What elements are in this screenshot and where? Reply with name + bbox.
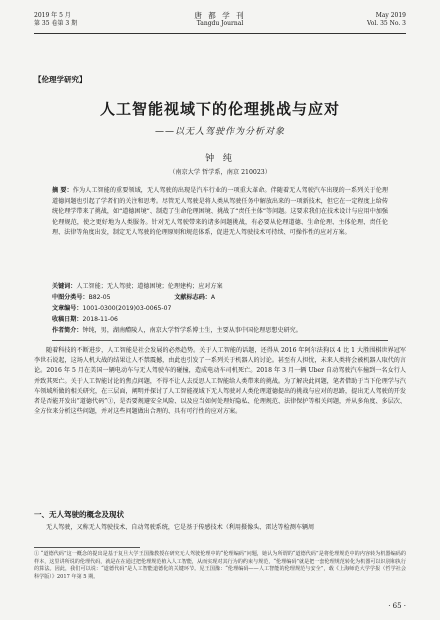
issue-date: 2019 年 5 月 xyxy=(34,12,71,19)
meta-rule xyxy=(52,340,388,341)
article-number-line xyxy=(52,304,388,314)
journal-name-en: Tangdu Journal xyxy=(196,20,244,27)
keywords xyxy=(52,282,388,292)
article-title: 人工智能视域下的伦理挑战与应对 xyxy=(99,100,340,118)
keywords-text: 人工智能；无人驾驶；道德困境；伦理建构；应对方案 xyxy=(76,283,223,290)
header-rule xyxy=(34,33,406,34)
author-name: 钟 纯 xyxy=(205,154,235,164)
clc-label: 中图分类号： xyxy=(52,294,89,301)
received-label: 收稿日期： xyxy=(52,316,83,323)
abstract-text: 作为人工智能的重要领域，无人驾驶的出现是汽车行业的一项重大革命。伴随着无人驾驶汽车出现的一系列关于伦理道德问题也引起了学者们的关注和思考。尽管无人驾驶是将人类从驾驶任务中解放出来的一项新技术，但它在一定程度上给传统伦理学带来了挑战，如“道德困境”、制造了生命伦理困境、挑战了“责任主体”等问题。这要求我们在技术设计与应用中加强伦理规范，使之更好地为人类服务。针对无人驾驶带来的诸多问题挑战，有必要从伦理道德、生命伦理、主体伦理、责任伦理、法律等角度出发，制定无人驾驶的伦理原则和规范体系，促进无人驾驶技术可持续、可操作性的应对方案。 xyxy=(52,187,389,237)
issue-date-en: May 2019 xyxy=(375,12,406,19)
header-right xyxy=(367,12,406,28)
received-value: 2018-11-06 xyxy=(82,316,118,323)
doc-code-value: A xyxy=(210,294,216,301)
clc-value: B82-05 xyxy=(88,294,111,301)
footnote: ① “道德代码”这一概念的提出是基于复旦大学王国豫教授在研究无人驾驶伦理中的“伦理编码”问题，她认为所谓的“道德代码”是将伦理规范中的内容转为机器编码的样本，这里讲所说的伦理代码，就是在在通过把伦理规范植入人工智能，从而实现对其行为的约束与规范，“伦理编码”就是把一套伦理规范转化为机器可以识别和执行的算法。因此，我们可以说：“道德代码”是人工智能道德化的关键环节。见王国豫：“伦理编码——人工智能的伦理规范与安全”，载《上海师范大学学报（哲学社会科学版）》2017 年第 5 期。 xyxy=(34,551,406,580)
abstract xyxy=(52,186,388,239)
journal-name-cn: 唐 都 学 刊 xyxy=(194,11,246,20)
keywords-label: 关键词： xyxy=(52,283,77,290)
classification-line xyxy=(52,293,388,303)
article-number-label: 文章编号： xyxy=(52,305,83,312)
issue-volume: 第 35 卷第 3 期 xyxy=(34,20,78,27)
author-affiliation: （南京大学 哲学系，南京 210023） xyxy=(169,169,271,176)
doc-code-label: 文献标志码： xyxy=(174,294,211,301)
section-tag: 【伦理学研究】 xyxy=(34,75,87,84)
section-heading: 一、无人驾驶的概念及现状 xyxy=(34,510,124,519)
article-subtitle: ——以无人驾驶作为分析对象 xyxy=(154,127,285,137)
author-info-value: 钟纯，男，湖南醴陵人，南京大学哲学系博士生，主要从事中国伦理思想史研究。 xyxy=(82,327,302,334)
article-number-value: 1001-0300(2019)03-0065-07 xyxy=(82,305,172,312)
author-info-line xyxy=(52,326,388,336)
author-info-label: 作者简介： xyxy=(52,327,83,334)
issue-volume-en: Vol. 35 No. 3 xyxy=(366,20,406,27)
abstract-label: 摘 要： xyxy=(52,187,73,194)
footnote-rule xyxy=(34,547,140,548)
page-number: · 65 · xyxy=(388,602,406,610)
body-paragraph-1: 随着科技的不断进步，人工智能是社会发展的必然趋势。关于人工智能的话题，还得从 2016 年阿尔法狗以 4 比 1 大胜围棋世界冠军李世石说起，这场人机大战的结果让人不禁震撼，由此也引发了一系列关于机器人的讨论。甚至有人担忧，未来人类将会被机器人取代的言论。2016 年 5 月在美国一辆电动车与无人驾驶车的碰撞，造成电动车司机死亡。2018 年 3 月一辆 Uber 自动驾驶汽车撞到一名女行人并致其死亡。关于人工智能讨论的焦点问题，不得不让人去反思人工智能给人类带来的挑战。为了解决此问题，笔者借助于当下伦理学与汽车领域所做的相关研究，在三层面，阐明并探讨了人工智能视域下无人驾驶对人类伦理道德提出的挑战与应对的思路，提出无人驾驶的开发者是否能开发出“道德代码”①，是否要规避安全风险、以及应当如何处理好隐私、伦理规范、法律保护等相关问题，并从多角度、多层次、全方位来分析这些问题，并对这些问题做出合理的、具有可行性的应对方案。 xyxy=(34,347,406,416)
received-line xyxy=(52,315,388,325)
body-paragraph-2: 无人驾驶，又称无人驾驶技术、自动驾驶系统，它是基于传感技术（利用摄像头、雷达等检测车辆周 xyxy=(46,524,315,531)
